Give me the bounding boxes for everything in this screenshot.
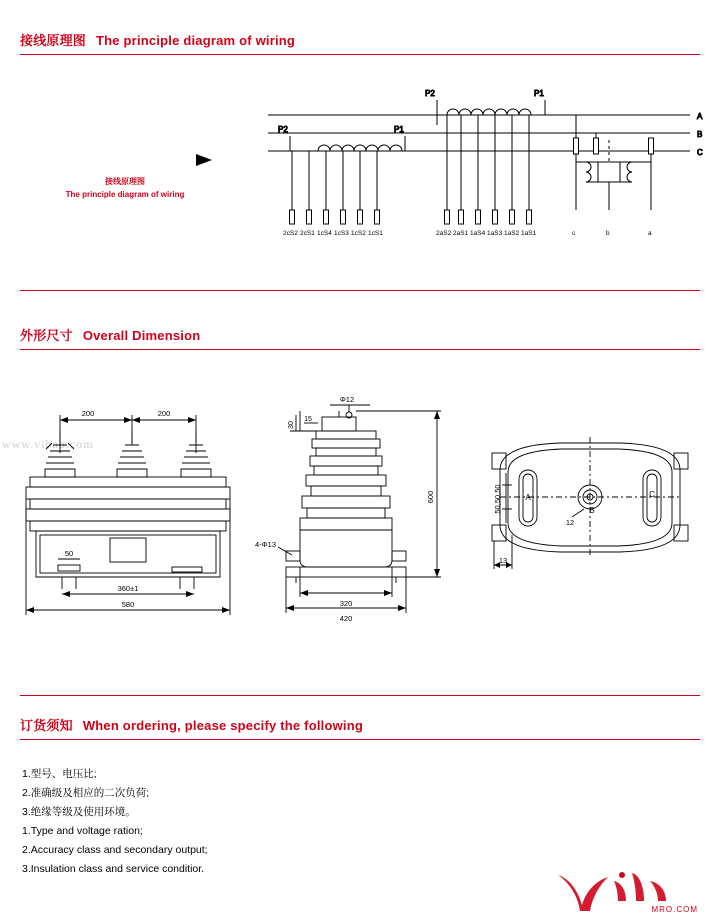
side-view: [278, 405, 441, 613]
svg-text:2aS1: 2aS1: [453, 230, 469, 237]
side-view-labels: [255, 395, 435, 623]
svg-text:2cS1: 2cS1: [300, 230, 315, 237]
svg-text:a: a: [648, 230, 652, 237]
svg-text:13: 13: [498, 556, 508, 565]
wiring-caption: [35, 175, 215, 201]
svg-text:200: 200: [157, 409, 171, 418]
dimension-bottom-divider-wrap: [20, 690, 700, 696]
svg-text:b: b: [606, 230, 610, 237]
svg-text:50: 50: [64, 549, 74, 558]
dimension-svg: [0, 375, 720, 675]
wiring-caption-en: The principle diagram of wiring: [65, 190, 185, 199]
dimension-title-cn: 外形尺寸: [20, 328, 73, 343]
svg-text:4-Φ13: 4-Φ13: [255, 540, 276, 549]
top-view: [492, 437, 688, 569]
list-item: 2.准确级及相应的二次负荷;: [22, 787, 150, 799]
svg-text:C: C: [649, 490, 655, 499]
ordering-items-list: [22, 765, 208, 879]
svg-text:2cS2: 2cS2: [283, 230, 298, 237]
svg-text:320: 320: [339, 599, 353, 608]
section-wiring-header: [20, 30, 700, 55]
svg-text:2aS2: 2aS2: [436, 230, 452, 237]
svg-text:P1: P1: [534, 89, 544, 98]
list-item: 1.型号、电压比;: [22, 768, 97, 780]
svg-text:1cS2: 1cS2: [351, 230, 366, 237]
wiring-caption-cn: 接线原理图: [105, 177, 145, 186]
svg-text:P2: P2: [425, 89, 435, 98]
ordering-title: [20, 715, 700, 734]
watermark-left: www.vibao.com: [2, 437, 94, 451]
svg-text:B: B: [589, 506, 595, 515]
svg-text:P1: P1: [394, 125, 404, 134]
svg-text:Φ12: Φ12: [339, 395, 355, 404]
dimension-bottom-divider: [20, 695, 700, 696]
terminal-labels: [283, 230, 652, 237]
dimension-divider: [20, 349, 700, 350]
svg-text:200: 200: [81, 409, 95, 418]
top-view-labels: [493, 484, 655, 565]
dimension-title: [20, 325, 700, 344]
svg-text:12: 12: [565, 518, 575, 527]
wiring-bottom-divider: [20, 290, 700, 291]
svg-text:1cS1: 1cS1: [368, 230, 383, 237]
svg-text:A: A: [697, 112, 703, 121]
ordering-title-en: When ordering, please specify the following: [82, 718, 364, 733]
ordering-divider: [20, 739, 700, 740]
wiring-divider: [20, 54, 700, 55]
pointer-arrow-icon: [196, 154, 212, 166]
svg-text:420: 420: [339, 614, 353, 623]
wiring-diagram: [0, 70, 720, 285]
svg-text:15: 15: [304, 416, 312, 423]
svg-text:1aS4: 1aS4: [470, 230, 486, 237]
svg-text:C: C: [697, 148, 703, 157]
svg-text:50,50,50: 50,50,50: [493, 484, 502, 514]
wiring-title-en: The principle diagram of wiring: [96, 33, 296, 48]
wiring-bottom-divider-wrap: [20, 285, 700, 291]
list-item: 1.Type and voltage ration;: [22, 825, 143, 837]
dimension-drawings: [0, 375, 720, 675]
section-dimension-header: [20, 325, 700, 350]
svg-text:c: c: [572, 230, 576, 237]
svg-text:A: A: [525, 493, 531, 502]
svg-text:360±1: 360±1: [117, 584, 139, 593]
svg-text:1cS3: 1cS3: [334, 230, 349, 237]
wiring-title: [20, 30, 700, 49]
list-item: 2.Accuracy class and secondary output;: [22, 844, 208, 856]
logo-subtext: MRO.COM: [651, 905, 698, 914]
list-item: 3.Insulation class and service conditior.: [22, 863, 205, 875]
svg-text:600: 600: [426, 490, 435, 504]
section-ordering-header: [20, 715, 700, 740]
svg-text:1aS3: 1aS3: [487, 230, 503, 237]
svg-text:580: 580: [121, 600, 135, 609]
dimension-title-en: Overall Dimension: [82, 328, 201, 343]
svg-text:30: 30: [288, 421, 295, 429]
svg-text:P2: P2: [278, 125, 288, 134]
svg-text:1aS2: 1aS2: [504, 230, 520, 237]
svg-text:1aS1: 1aS1: [521, 230, 537, 237]
ordering-title-cn: 订货须知: [20, 718, 73, 733]
list-item: 3.绝缘等级及使用环境。: [22, 806, 136, 818]
wiring-title-cn: 接线原理图: [20, 33, 87, 48]
svg-text:1cS4: 1cS4: [317, 230, 332, 237]
svg-text:B: B: [697, 130, 703, 139]
